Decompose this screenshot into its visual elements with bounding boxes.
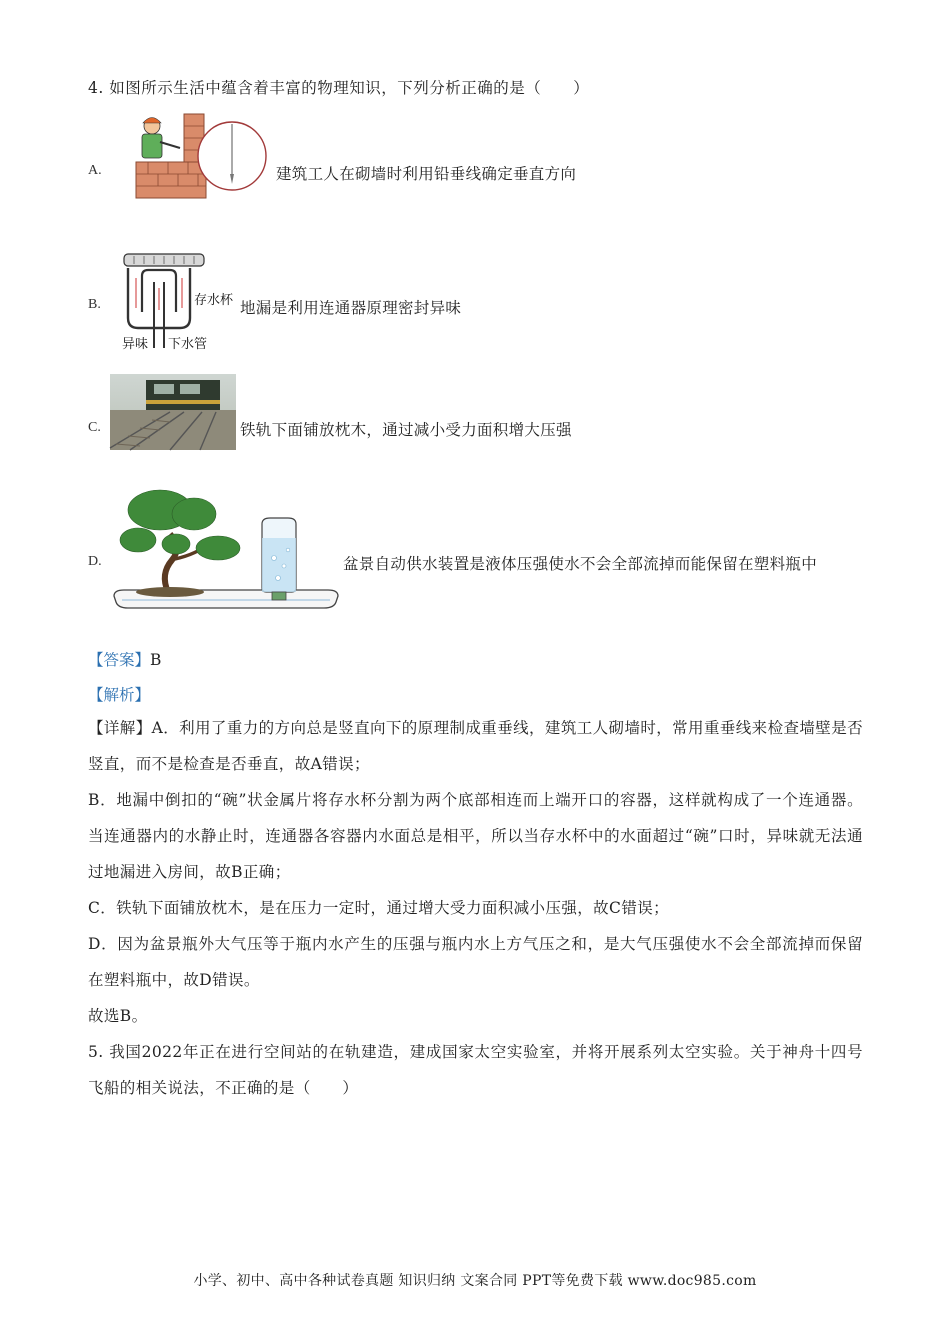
analysis-key: 【解析】 bbox=[88, 686, 151, 704]
question-4-stem: 4. 如图所示生活中蕴含着丰富的物理知识，下列分析正确的是（ ） bbox=[88, 79, 590, 97]
option-c-figure-railway-photo bbox=[110, 374, 236, 450]
figure-label-pipe: 下水管 bbox=[168, 337, 208, 352]
option-a-figure-bricklayer bbox=[128, 110, 268, 202]
question-5-stem: 5. 我国2022年正在进行空间站的在轨建造，建成国家太空实验室，并将开展系列太空实验。关于神舟十四号飞船的相关说法，不正确的是（ ） bbox=[88, 1043, 863, 1097]
detail-paragraph-b: B．地漏中倒扣的“碗”状金属片将存水杯分割为两个底部相连而上端开口的容器，这样就构成了一个连通器。当连通器内的水静止时，连通器各容器内水面总是相平，所以当存水杯中的水面超过“碗”口时，异味就无法通过地漏进入房间，故B正确； bbox=[88, 791, 863, 881]
option-d-figure-bonsai-water-device bbox=[110, 484, 342, 632]
option-b-text: 地漏是利用连通器原理密封异味 bbox=[240, 299, 462, 317]
conclusion: 故选B。 bbox=[88, 1007, 148, 1025]
option-c-label: C. bbox=[88, 420, 101, 435]
option-d-text: 盆景自动供水装置是液体压强使水不会全部流掉而能保留在塑料瓶中 bbox=[343, 555, 818, 573]
detail-key: 【详解】 bbox=[88, 719, 152, 737]
detail-paragraph-c: C．铁轨下面铺放枕木，是在压力一定时，通过增大受力面积减小压强，故C错误； bbox=[88, 899, 670, 917]
answer-key: 【答案】 bbox=[88, 651, 151, 669]
option-b-label: B. bbox=[88, 297, 101, 312]
detail-paragraph-d: D．因为盆景瓶外大气压等于瓶内水产生的压强与瓶内水上方气压之和，是大气压强使水不会全部流掉而保留在塑料瓶中，故D错误。 bbox=[88, 935, 863, 989]
page-footer: 小学、初中、高中各种试卷真题 知识归纳 文案合同 PPT等免费下载 www.doc985.com bbox=[193, 1273, 757, 1289]
option-c-text: 铁轨下面铺放枕木，通过减小受力面积增大压强 bbox=[240, 421, 572, 439]
answer-line bbox=[88, 648, 161, 670]
detail-a-text: A．利用了重力的方向总是竖直向下的原理制成重垂线，建筑工人砌墙时，常用重垂线来检查墙壁是否竖直，而不是检查是否垂直，故A错误； bbox=[88, 719, 863, 773]
option-a-text: 建筑工人在砌墙时利用铅垂线确定垂直方向 bbox=[276, 165, 577, 183]
detail-paragraph-a bbox=[88, 710, 863, 782]
answer-value: B bbox=[150, 651, 162, 669]
option-b-figure-floor-drain bbox=[118, 248, 243, 354]
figure-label-odor: 异味 bbox=[122, 337, 149, 352]
figure-label-cup: 存水杯 bbox=[194, 293, 234, 308]
option-a-label: A. bbox=[88, 163, 102, 178]
option-d-label: D. bbox=[88, 554, 102, 569]
